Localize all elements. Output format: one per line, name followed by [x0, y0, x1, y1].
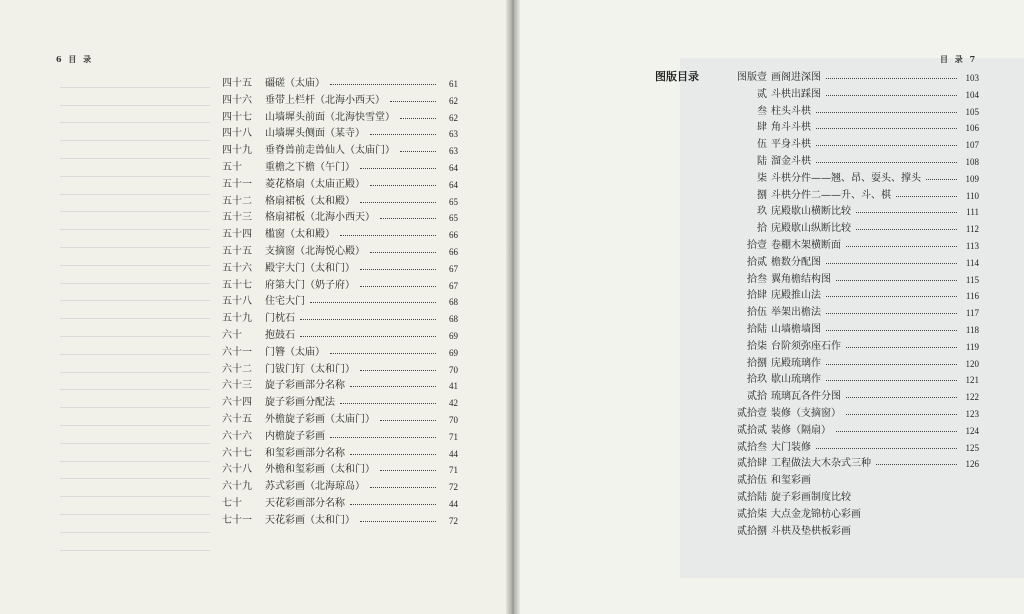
dot-leader — [826, 313, 957, 314]
entry-number: 玖 — [757, 206, 767, 218]
entry-number: 捌 — [757, 189, 767, 201]
page-number: 68 — [449, 314, 458, 325]
entry-title: 翼角檐结构图 — [771, 273, 831, 285]
entry-number: 五十一 — [222, 178, 252, 190]
dot-leader — [340, 403, 436, 404]
dot-leader — [816, 162, 957, 163]
entry-number: 四十五 — [222, 78, 252, 89]
entry-title: 角斗斗栱 — [771, 122, 811, 134]
entry-title: 大门装修 — [771, 441, 811, 453]
dot-leader — [826, 95, 957, 96]
page-number: 113 — [965, 241, 979, 251]
page-number: 42 — [449, 398, 458, 409]
entry-title: 殿宇大门（太和门） — [265, 262, 355, 274]
page-number: 70 — [449, 415, 458, 425]
dot-leader — [400, 118, 436, 119]
toc-entry — [727, 238, 979, 254]
dot-leader — [826, 364, 957, 365]
dot-leader — [816, 145, 957, 146]
entry-number: 伍 — [757, 139, 767, 151]
toc-entry — [222, 210, 458, 226]
entry-title: 琉璃瓦各件分图 — [771, 391, 841, 403]
toc-entry — [222, 429, 458, 445]
toc-entry — [222, 496, 458, 512]
page-number: 67 — [449, 280, 458, 291]
entry-number: 六十二 — [222, 363, 252, 375]
page-number: 66 — [449, 230, 458, 241]
dot-leader — [846, 246, 957, 247]
toc-entry — [222, 143, 458, 159]
entry-number: 图版壹 — [737, 72, 767, 83]
page-number: 41 — [449, 381, 458, 392]
toc-entry — [727, 507, 979, 523]
toc-entry — [222, 278, 458, 294]
entry-number: 贰拾柒 — [737, 508, 767, 520]
page-number: 104 — [965, 89, 979, 100]
entry-title: 旋子彩画制度比较 — [771, 492, 851, 503]
entry-title: 举架出檐法 — [771, 307, 821, 319]
toc-entry — [222, 160, 458, 176]
dot-leader — [896, 196, 957, 197]
dot-leader — [390, 101, 436, 102]
dot-leader — [370, 487, 436, 488]
entry-title: 画阁进深图 — [771, 72, 821, 83]
entry-title: 斗栱分件——翘、昂、耍头、撑头 — [771, 172, 921, 184]
entry-title: 歇山琉璃作 — [771, 374, 821, 386]
entry-number: 四十九 — [222, 145, 252, 157]
page-number: 124 — [965, 425, 979, 436]
entry-number: 六十七 — [222, 447, 252, 459]
toc-entry — [727, 423, 979, 439]
entry-number: 拾 — [757, 223, 767, 235]
toc-entry — [222, 261, 458, 277]
dot-leader — [836, 431, 957, 432]
entry-number: 拾柒 — [747, 340, 767, 352]
entry-number: 陆 — [757, 156, 767, 167]
entry-number: 叁 — [757, 105, 767, 117]
page-number: 106 — [965, 123, 979, 134]
toc-entry — [727, 389, 979, 405]
page-number: 71 — [449, 465, 458, 476]
entry-title: 住宅大门 — [265, 296, 305, 308]
page-number: 70 — [449, 364, 458, 375]
entry-title: 斗栱出踩图 — [771, 88, 821, 100]
entry-number: 五十四 — [222, 229, 252, 241]
toc-entry — [727, 305, 979, 321]
dot-leader — [310, 302, 436, 303]
entry-title: 外檐和玺彩画（太和门） — [265, 464, 375, 476]
entry-title: 装修（支摘窗） — [771, 408, 841, 419]
entry-title: 府第大门（奶子府） — [265, 279, 355, 291]
toc-entry — [727, 188, 979, 204]
dot-leader — [856, 229, 957, 230]
toc-entry — [222, 244, 458, 260]
page-number: 72 — [449, 482, 458, 493]
entry-number: 拾陆 — [747, 324, 767, 335]
entry-number: 贰 — [757, 88, 767, 100]
dot-leader — [330, 353, 436, 354]
entry-title: 槛窗（太和殿） — [265, 229, 335, 241]
entry-number: 六十五 — [222, 414, 252, 425]
dot-leader — [836, 280, 957, 281]
page-number: 68 — [449, 297, 458, 308]
entry-title: 和玺彩画 — [771, 475, 811, 487]
dot-leader — [360, 168, 436, 169]
toc-entry — [727, 70, 979, 86]
page-number: 111 — [966, 207, 979, 218]
entry-title: 台阶须弥座石作 — [771, 340, 841, 352]
page-number: 118 — [965, 325, 979, 335]
entry-title: 抱鼓石 — [265, 330, 295, 341]
entry-title: 山墙墀头侧面（某寺） — [265, 128, 365, 140]
toc-entry — [727, 456, 979, 472]
toc-entry — [727, 372, 979, 388]
dot-leader — [330, 437, 436, 438]
toc-entry — [727, 524, 979, 540]
section-title: 图版目录 — [655, 70, 699, 83]
toc-entry — [727, 221, 979, 237]
toc-entry — [222, 93, 458, 109]
page-number: 44 — [449, 448, 458, 459]
page-number: 63 — [449, 146, 458, 157]
entry-title: 檐数分配图 — [771, 256, 821, 268]
toc-entry — [727, 137, 979, 153]
entry-number: 拾贰 — [747, 256, 767, 268]
dot-leader — [360, 370, 436, 371]
toc-entry — [222, 362, 458, 378]
page-number: 110 — [965, 190, 979, 201]
dot-leader — [876, 464, 957, 465]
dot-leader — [816, 112, 957, 113]
dot-leader — [370, 134, 436, 135]
entry-number: 拾壹 — [747, 240, 767, 251]
bleed-through-text — [60, 70, 220, 560]
dot-leader — [380, 470, 436, 471]
dot-leader — [360, 202, 436, 203]
dot-leader — [300, 319, 436, 320]
toc-entry — [222, 227, 458, 243]
toc-entry — [222, 126, 458, 142]
page-number: 62 — [449, 95, 458, 106]
entry-number: 五十七 — [222, 279, 252, 291]
dot-leader — [300, 336, 436, 337]
toc-entry — [222, 177, 458, 193]
toc-entry — [222, 294, 458, 310]
entry-title: 门簪（太庙） — [265, 346, 325, 358]
page-number: 44 — [449, 499, 458, 509]
entry-title: 大点金龙锦枋心彩画 — [771, 508, 861, 520]
dot-leader — [926, 179, 957, 180]
entry-title: 山墙墀头前面（北海快雪堂） — [265, 111, 395, 123]
entry-number: 六十四 — [222, 397, 252, 409]
page-number: 114 — [965, 257, 979, 268]
toc-entry — [727, 204, 979, 220]
entry-title: 天花彩画（太和门） — [265, 514, 355, 526]
entry-title: 天花彩画部分名称 — [265, 498, 345, 509]
entry-title: 垂带上栏杆（北海小西天） — [265, 94, 385, 106]
entry-title: 庑殿推山法 — [771, 290, 821, 302]
page-number: 119 — [965, 341, 979, 352]
entry-number: 拾捌 — [747, 357, 767, 369]
entry-number: 五十八 — [222, 296, 252, 308]
dot-leader — [826, 380, 957, 381]
dot-leader — [826, 296, 957, 297]
entry-number: 七十一 — [222, 514, 252, 526]
page-number: 107 — [965, 140, 979, 151]
page-number: 108 — [965, 157, 979, 167]
entry-title: 支摘窗（北海悦心殿） — [265, 246, 365, 257]
page-number: 121 — [965, 375, 979, 386]
page-number: 65 — [449, 196, 458, 207]
page-number: 126 — [965, 459, 979, 470]
page-number: 122 — [965, 392, 979, 403]
page-number: 62 — [449, 112, 458, 123]
entry-title: 礓磋（太庙） — [265, 78, 325, 89]
page-number: 67 — [449, 263, 458, 274]
entry-title: 门钹门钉（太和门） — [265, 363, 355, 375]
page-number: 71 — [449, 431, 458, 442]
toc-entry — [727, 288, 979, 304]
toc-entry — [222, 513, 458, 529]
entry-title: 庑殿歇山横断比较 — [771, 206, 851, 218]
entry-title: 庑殿琉璃作 — [771, 357, 821, 369]
entry-number: 贰拾 — [747, 391, 767, 403]
entry-title: 和玺彩画部分名称 — [265, 447, 345, 459]
page-number: 63 — [449, 129, 458, 140]
page-number: 125 — [965, 442, 979, 453]
page-number: 123 — [965, 409, 979, 419]
dot-leader — [816, 128, 957, 129]
dot-leader — [400, 151, 436, 152]
entry-number: 五十三 — [222, 212, 252, 224]
entry-number: 贰拾叁 — [737, 441, 767, 453]
entry-title: 山墙檐墙图 — [771, 324, 821, 335]
toc-entry — [222, 194, 458, 210]
entry-title: 内檐旋子彩画 — [265, 430, 325, 442]
dot-leader — [350, 454, 436, 455]
toc-entry — [727, 339, 979, 355]
entry-number: 五十 — [222, 162, 242, 173]
toc-entry — [222, 412, 458, 428]
toc-entry — [222, 395, 458, 411]
toc-entry — [727, 473, 979, 489]
right-running-head: 目 录 7 — [940, 54, 978, 64]
toc-entry — [727, 154, 979, 170]
page-number: 120 — [965, 358, 979, 369]
entry-title: 格扇裙板（太和殿） — [265, 195, 355, 207]
entry-title: 斗栱及垫栱板彩画 — [771, 525, 851, 537]
toc-entry — [727, 440, 979, 456]
dot-leader — [826, 263, 957, 264]
page-number: 66 — [449, 247, 458, 257]
toc-entry — [222, 479, 458, 495]
toc-entry — [727, 322, 979, 338]
entry-title: 平身斗栱 — [771, 139, 811, 151]
entry-number: 六十八 — [222, 464, 252, 476]
entry-number: 贰拾壹 — [737, 408, 767, 419]
entry-title: 旋子彩画部分名称 — [265, 380, 345, 392]
dot-leader — [856, 212, 957, 213]
toc-entry — [727, 255, 979, 271]
dot-leader — [826, 330, 957, 331]
entry-number: 贰拾贰 — [737, 424, 767, 436]
entry-number: 拾玖 — [747, 374, 767, 386]
dot-leader — [816, 448, 957, 449]
entry-number: 六十一 — [222, 346, 252, 358]
entry-number: 贰拾肆 — [737, 458, 767, 470]
page-number: 64 — [449, 179, 458, 190]
toc-entry — [222, 76, 458, 92]
entry-title: 斗栱分件二——升、斗、棋 — [771, 189, 891, 201]
dot-leader — [340, 235, 436, 236]
dot-leader — [846, 414, 957, 415]
page-number: 69 — [449, 331, 458, 341]
page-number: 117 — [965, 308, 979, 319]
dot-leader — [350, 386, 436, 387]
entry-number: 四十六 — [222, 94, 252, 106]
page-number: 61 — [449, 79, 458, 89]
entry-title: 菱花格扇（太庙正殿） — [265, 178, 365, 190]
page-number: 105 — [965, 106, 979, 117]
entry-number: 六十九 — [222, 481, 252, 493]
entry-number: 六十 — [222, 330, 242, 341]
entry-number: 五十二 — [222, 195, 252, 207]
toc-entry — [727, 272, 979, 288]
dot-leader — [846, 397, 957, 398]
entry-number: 贰拾陆 — [737, 492, 767, 503]
entry-title: 装修（隔扇） — [771, 424, 831, 436]
entry-title: 溜金斗栱 — [771, 156, 811, 167]
entry-title: 格扇裙板（北海小西天） — [265, 212, 375, 224]
entry-number: 贰拾伍 — [737, 475, 767, 487]
entry-number: 四十七 — [222, 111, 252, 123]
entry-number: 贰拾捌 — [737, 525, 767, 537]
entry-number: 四十八 — [222, 128, 252, 140]
entry-number: 五十六 — [222, 262, 252, 274]
toc-entry — [222, 345, 458, 361]
entry-number: 肆 — [757, 122, 767, 134]
dot-leader — [380, 420, 436, 421]
page-number: 69 — [449, 347, 458, 358]
entry-number: 五十五 — [222, 246, 252, 257]
page-number: 103 — [965, 73, 979, 83]
entry-title: 庑殿歇山纵断比较 — [771, 223, 851, 235]
entry-title: 重檐之下檐（午门） — [265, 162, 355, 173]
entry-number: 柒 — [757, 172, 767, 184]
toc-entry — [727, 104, 979, 120]
toc-entry — [727, 171, 979, 187]
toc-entry — [727, 87, 979, 103]
entry-title: 工程做法大木杂式三种 — [771, 458, 871, 470]
entry-number: 拾叁 — [747, 273, 767, 285]
dot-leader — [330, 84, 436, 85]
toc-entry — [222, 110, 458, 126]
page-number: 72 — [449, 515, 458, 526]
toc-entry — [727, 490, 979, 506]
entry-title: 外檐旋子彩画（太庙门） — [265, 414, 375, 425]
page-number: 65 — [449, 213, 458, 224]
dot-leader — [350, 504, 436, 505]
toc-entry — [222, 462, 458, 478]
entry-number: 六十六 — [222, 430, 252, 442]
page-number: 116 — [965, 291, 979, 302]
book-gutter — [506, 0, 520, 614]
entry-title: 卷棚木架横断面 — [771, 240, 841, 251]
entry-title: 柱头斗栱 — [771, 105, 811, 117]
entry-title: 苏式彩画（北海琼岛） — [265, 481, 365, 493]
toc-entry — [727, 356, 979, 372]
toc-entry — [222, 378, 458, 394]
dot-leader — [380, 218, 436, 219]
toc-entry — [727, 406, 979, 422]
page-number: 64 — [449, 163, 458, 173]
dot-leader — [370, 185, 436, 186]
entry-title: 垂脊兽前走兽仙人（太庙门） — [265, 145, 395, 157]
entry-number: 七十 — [222, 498, 242, 509]
dot-leader — [846, 347, 957, 348]
page-number: 109 — [965, 173, 979, 184]
toc-entry — [222, 446, 458, 462]
dot-leader — [370, 252, 436, 253]
page-number: 115 — [965, 274, 979, 285]
dot-leader — [360, 269, 436, 270]
toc-entry — [727, 120, 979, 136]
entry-title: 门枕石 — [265, 313, 295, 325]
entry-title: 旋子彩画分配法 — [265, 397, 335, 409]
toc-entry — [222, 311, 458, 327]
toc-entry — [222, 328, 458, 344]
page-number: 112 — [965, 224, 979, 235]
entry-number: 拾伍 — [747, 307, 767, 319]
entry-number: 六十三 — [222, 380, 252, 392]
left-running-head: 6 目 录 — [56, 54, 94, 64]
dot-leader — [826, 78, 957, 79]
dot-leader — [360, 521, 436, 522]
entry-number: 拾肆 — [747, 290, 767, 302]
dot-leader — [360, 286, 436, 287]
entry-number: 五十九 — [222, 313, 252, 325]
